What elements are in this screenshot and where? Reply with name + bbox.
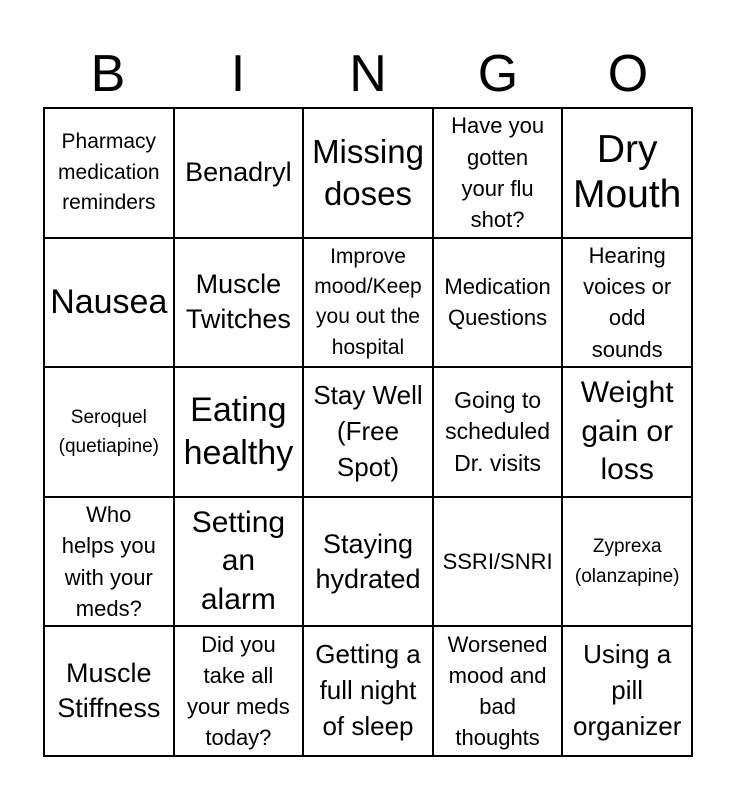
- cell-text: Benadryl: [185, 157, 292, 188]
- bingo-cell[interactable]: [563, 627, 693, 757]
- cell-text: Muscle Stiffness: [57, 658, 161, 724]
- bingo-cell[interactable]: [175, 368, 305, 498]
- bingo-cell[interactable]: [45, 109, 175, 239]
- bingo-cell[interactable]: [45, 627, 175, 757]
- bingo-cell[interactable]: [304, 239, 434, 369]
- header-letter-n: N: [349, 45, 387, 103]
- bingo-cell[interactable]: [434, 239, 564, 369]
- cell-text: Hearing voices or odd sounds: [583, 242, 672, 362]
- cell-text: Setting an alarm: [191, 506, 286, 616]
- bingo-cell[interactable]: [175, 498, 305, 628]
- cell-text: Muscle Twitches: [185, 269, 291, 335]
- cell-text: Using a pill organizer: [572, 639, 682, 742]
- cell-text: Did you take all your meds today?: [187, 631, 290, 751]
- cell-text: Have you gotten your flu shot?: [451, 113, 545, 233]
- bingo-cell[interactable]: [175, 239, 305, 369]
- cell-text: Seroquel (quetiapine): [58, 406, 159, 457]
- cell-text: Missing doses: [312, 132, 424, 212]
- cell-text: Staying hydrated: [315, 528, 421, 594]
- cell-text: SSRI/SNRI: [442, 548, 553, 574]
- cell-text: Dry Mouth: [572, 127, 682, 216]
- bingo-cell[interactable]: [304, 498, 434, 628]
- cell-text: Getting a full night of sleep: [315, 639, 421, 742]
- cell-text: Zyprexa (olanzapine): [574, 536, 680, 587]
- cell-text: Weight gain or loss: [580, 376, 674, 487]
- cell-text: Medication Questions: [444, 274, 551, 331]
- bingo-cell[interactable]: [45, 239, 175, 369]
- cell-text: Improve mood/Keep you out the hospital: [314, 244, 422, 359]
- bingo-cell[interactable]: [304, 368, 434, 498]
- header-letter-o: O: [607, 45, 649, 103]
- bingo-header: [43, 42, 693, 106]
- cell-text: Nausea: [50, 283, 168, 322]
- bingo-cell[interactable]: [304, 109, 434, 239]
- bingo-cell[interactable]: [434, 627, 564, 757]
- bingo-cell[interactable]: [434, 368, 564, 498]
- cell-text: Who helps you with your meds?: [61, 502, 156, 621]
- bingo-cell[interactable]: [434, 498, 564, 628]
- header-letter-b: B: [90, 45, 126, 103]
- cell-text: Stay Well (Free Spot): [313, 380, 423, 482]
- bingo-cell[interactable]: [45, 498, 175, 628]
- bingo-cell[interactable]: [563, 498, 693, 628]
- cell-text: Worsened mood and bad thoughts: [447, 631, 548, 751]
- bingo-cell[interactable]: [45, 368, 175, 498]
- bingo-board: [43, 107, 693, 757]
- bingo-cell[interactable]: [563, 109, 693, 239]
- bingo-cell[interactable]: [175, 627, 305, 757]
- bingo-cell[interactable]: [563, 368, 693, 498]
- header-letter-i: I: [230, 45, 246, 103]
- cell-text: Going to scheduled Dr. visits: [445, 387, 551, 476]
- bingo-cell[interactable]: [563, 239, 693, 369]
- bingo-cell[interactable]: [434, 109, 564, 239]
- header-letter-g: G: [477, 45, 519, 103]
- bingo-cell[interactable]: [304, 627, 434, 757]
- cell-text: Eating healthy: [183, 391, 294, 472]
- bingo-cell[interactable]: [175, 109, 305, 239]
- cell-text: Pharmacy medication reminders: [58, 130, 160, 215]
